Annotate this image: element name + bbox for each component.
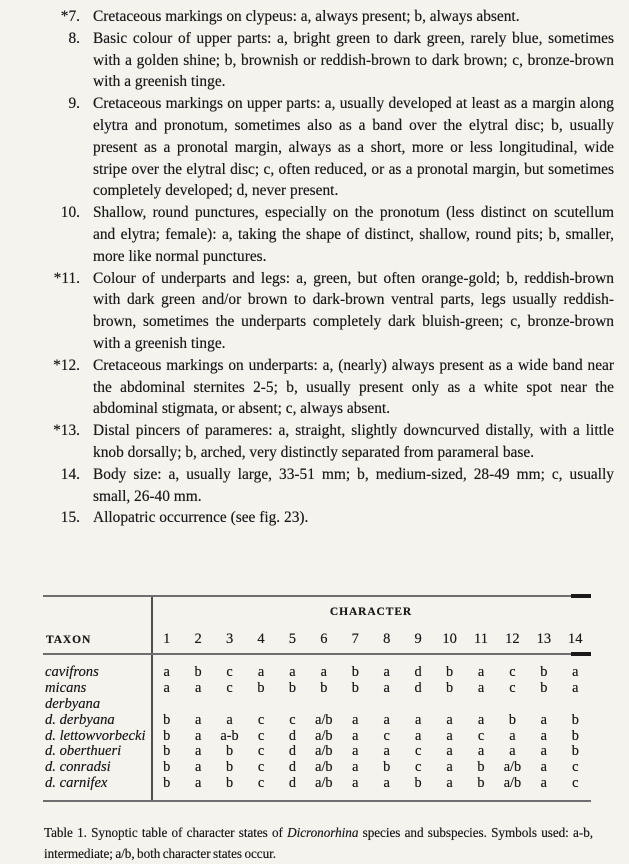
value-cell: b xyxy=(445,664,454,680)
value-cell: b xyxy=(351,679,359,696)
table-row xyxy=(43,713,591,729)
column-header: 3 xyxy=(225,631,234,647)
value-cell: b xyxy=(225,743,234,760)
column-header: 5 xyxy=(288,631,297,647)
value-cell: a xyxy=(477,711,485,728)
value-cell: a xyxy=(383,775,390,792)
character-list xyxy=(48,6,614,529)
value-cell: d xyxy=(288,759,296,776)
list-item-marker: *7. xyxy=(60,8,80,25)
value-cell: a xyxy=(540,711,548,728)
column-header: 8 xyxy=(383,631,391,647)
taxon-cell: d. conradsi xyxy=(45,759,111,776)
value-cell: a xyxy=(320,664,328,680)
value-cell: b xyxy=(288,679,296,696)
column-header: 2 xyxy=(194,631,202,647)
value-cell xyxy=(465,697,496,713)
value-cell: c xyxy=(226,664,233,680)
value-cell: c xyxy=(257,775,265,792)
value-cell: a xyxy=(477,743,485,760)
value-cell xyxy=(528,697,559,713)
value-cell xyxy=(560,697,591,713)
value-cell: a xyxy=(257,664,265,680)
value-cell: b xyxy=(225,775,234,792)
value-cell: a xyxy=(414,711,422,728)
taxon-cell: micans xyxy=(45,679,87,696)
value-cell: b xyxy=(508,711,516,728)
list-item-marker: 9. xyxy=(68,95,80,113)
value-cell: d xyxy=(414,664,422,680)
value-cell: a xyxy=(572,664,579,680)
value-cell xyxy=(402,697,433,713)
list-item-marker: 15. xyxy=(60,509,80,527)
column-header: 12 xyxy=(505,631,520,647)
table-row xyxy=(43,744,591,760)
caption-prefix: Table 1. Synoptic table of character states of xyxy=(44,825,288,841)
value-cell: b xyxy=(540,664,548,680)
list-item-text: Body size: a, usually large, 33-51 mm; b, medium-sized, 28-49 mm; c, usually small, 26-40 mm. xyxy=(93,465,614,505)
character-state-table xyxy=(43,595,591,802)
value-cell: a/b xyxy=(315,759,333,776)
value-cell: a-b xyxy=(220,727,239,744)
value-cell: a xyxy=(383,679,390,696)
column-header: 14 xyxy=(568,631,583,647)
list-item xyxy=(48,28,614,93)
value-cell: a xyxy=(446,775,453,792)
value-cell: b xyxy=(163,743,171,760)
value-cell: c xyxy=(414,759,422,776)
taxon-cell: cavifrons xyxy=(45,664,99,680)
column-header: 10 xyxy=(442,631,457,647)
value-cell xyxy=(371,697,402,713)
list-item-marker: *12. xyxy=(53,356,80,374)
table-row xyxy=(43,776,591,792)
value-cell: c xyxy=(257,711,265,728)
column-number-row xyxy=(151,631,591,648)
value-cell: b xyxy=(163,759,171,776)
table-header-taxon: TAXON xyxy=(46,634,92,646)
value-cell: c xyxy=(509,679,516,696)
value-cell: a xyxy=(163,664,170,680)
value-cell: c xyxy=(414,743,422,760)
table-header-character: CHARACTER xyxy=(329,606,413,618)
value-cell: a xyxy=(194,743,202,760)
list-item-marker: 10. xyxy=(60,204,80,222)
value-cell: b xyxy=(414,775,422,792)
value-cell: a xyxy=(414,727,422,744)
taxon-cell: d. lettowvorbecki xyxy=(45,727,146,744)
value-cell: a xyxy=(352,727,359,744)
table-row xyxy=(43,729,591,745)
value-cell: a xyxy=(194,711,202,728)
value-cell: c xyxy=(509,664,516,680)
table-header-rule xyxy=(43,653,591,655)
value-cell: b xyxy=(163,727,171,744)
value-cell: a/b xyxy=(315,775,333,792)
value-cell: b xyxy=(571,743,579,760)
value-cell: a xyxy=(226,711,233,728)
value-cell: c xyxy=(572,759,579,776)
list-item-text: Cretaceous markings on clypeus: a, always present; b, always absent. xyxy=(93,8,520,25)
table-row xyxy=(43,760,591,776)
value-cell: c xyxy=(383,727,390,744)
table-row xyxy=(43,665,591,681)
value-cell: a xyxy=(540,759,548,776)
column-header: 9 xyxy=(414,631,422,647)
table-row xyxy=(43,697,591,713)
value-cell: a xyxy=(446,759,453,776)
column-header: 7 xyxy=(351,631,359,647)
value-cell: b xyxy=(257,679,265,696)
caption-suffix: species and subspecies. Symbols used: a-b, intermediate; a/b, both character states occur. xyxy=(44,825,593,861)
value-cell: c xyxy=(572,775,579,792)
value-cell: d xyxy=(288,727,296,744)
value-cell: a xyxy=(509,743,516,760)
value-cell: c xyxy=(257,759,265,776)
value-cell: a xyxy=(540,727,548,744)
value-cell: b xyxy=(571,711,579,728)
value-cell: a xyxy=(383,711,390,728)
value-cell xyxy=(182,697,213,713)
value-cell: a xyxy=(477,664,485,680)
list-item-text: Basic colour of upper parts: a, bright green to dark green, rarely blue, sometimes with a golden shine; b, brownish or reddish-brown to dark brown; c, bronze-brown with a greenish tinge. xyxy=(93,29,614,91)
value-cell: b xyxy=(194,664,202,680)
value-cell: a xyxy=(352,759,359,776)
value-cell: d xyxy=(414,679,422,696)
list-item xyxy=(48,93,614,202)
value-cell: a xyxy=(194,727,202,744)
value-cell: b xyxy=(351,664,359,680)
value-cell: b xyxy=(163,775,171,792)
list-item-text: Cretaceous markings on upper parts: a, usually developed at least as a margin along elytra and pronotum, sometimes also as a band over the elytral disc; b, usually present as a pronotal margin, always as a short, more or less longitudinal, wide stripe over the elytral disc; c, often reduced, or as a pronotal margin, but sometimes completely developed; d, never present. xyxy=(93,95,614,200)
list-item-marker: 8. xyxy=(68,29,80,47)
value-cell xyxy=(497,697,528,713)
list-item xyxy=(48,6,614,28)
value-cell: a xyxy=(446,727,453,744)
value-cell: c xyxy=(257,743,265,760)
table-bottom-rule xyxy=(43,800,591,802)
table-body xyxy=(43,655,591,800)
value-cell: a xyxy=(477,679,485,696)
value-cell: b xyxy=(163,711,171,728)
value-cell: a/b xyxy=(315,743,333,760)
value-cell xyxy=(340,697,371,713)
value-cell xyxy=(245,697,276,713)
table-inner xyxy=(43,597,591,800)
value-cell: a xyxy=(446,743,453,760)
value-cell: a/b xyxy=(315,711,333,728)
list-item-marker: *11. xyxy=(53,269,80,287)
value-cell: a xyxy=(446,711,453,728)
value-cell: a xyxy=(352,711,359,728)
value-cell: b xyxy=(571,727,579,744)
value-cell: b xyxy=(320,679,328,696)
caption-genus-name: Dicronorhina xyxy=(287,825,359,841)
value-cell: b xyxy=(383,759,391,776)
list-item xyxy=(48,420,614,464)
value-cell: a xyxy=(540,775,548,792)
value-cell: b xyxy=(477,759,485,776)
value-cell: d xyxy=(288,743,296,760)
value-cell: a xyxy=(540,743,548,760)
value-cell: a xyxy=(352,743,359,760)
value-cell xyxy=(214,697,245,713)
taxon-cell: derbyana xyxy=(45,695,101,712)
value-cell: b xyxy=(225,759,234,776)
column-header: 1 xyxy=(163,631,171,647)
list-item-marker: *13. xyxy=(53,422,80,440)
list-item xyxy=(48,202,614,267)
list-item xyxy=(48,464,614,508)
list-item xyxy=(48,355,614,420)
value-cell: a xyxy=(383,743,390,760)
value-cell: a xyxy=(194,775,202,792)
value-cell: a/b xyxy=(315,727,333,744)
list-item xyxy=(48,268,614,355)
list-item xyxy=(48,507,614,529)
taxon-cell: d. carnifex xyxy=(45,775,108,792)
value-cell: b xyxy=(540,679,548,696)
value-cell: c xyxy=(477,727,485,744)
value-cell xyxy=(434,697,465,713)
list-item-marker: 14. xyxy=(60,465,80,483)
value-cell xyxy=(308,697,339,713)
value-cell: a xyxy=(572,679,579,696)
value-cell: b xyxy=(477,775,485,792)
list-item-text: Cretaceous markings on underparts: a, (nearly) always present as a wide band near the abdominal sternites 2-5; b, usually present only as a white spot near the abdominal stigmata, or absent; c, always absent. xyxy=(93,356,614,418)
value-cell: d xyxy=(288,775,296,792)
value-cell: a xyxy=(289,664,296,680)
value-cell: a xyxy=(163,679,170,696)
list-item-text: Allopatric occurrence (see fig. 23). xyxy=(93,509,309,527)
value-cell: a xyxy=(509,727,516,744)
value-cell: a xyxy=(194,679,202,696)
column-header: 6 xyxy=(320,631,328,647)
column-header: 11 xyxy=(474,631,488,647)
value-cell: a/b xyxy=(503,775,522,792)
value-cell: a xyxy=(194,759,202,776)
list-item-text: Distal pincers of parameres: a, straight, slightly downcurved distally, with a little knob dorsally; b, arched, very distinctly separated from parameral base. xyxy=(93,422,614,461)
value-cell xyxy=(277,697,308,713)
list-item-text: Shallow, round punctures, especially on the pronotum (less distinct on scutellum and elytra; female): a, taking the shape of distinct, shallow, round pits; b, smaller, more like normal punctures. xyxy=(93,204,614,265)
value-cell: a xyxy=(383,664,390,680)
column-header: 13 xyxy=(536,631,552,647)
list-item-text: Colour of underparts and legs: a, green, but often orange-gold; b, reddish-brown with dark green and/or brown to dark-brown ventral parts, legs usually reddish-brown, sometimes the underparts completely dark bluish-green; c, bronze-brown with a greenish tinge. xyxy=(93,269,614,352)
value-cell xyxy=(151,697,182,713)
table-header xyxy=(43,597,591,653)
value-cell: c xyxy=(226,679,233,696)
taxon-cell: d. derbyana xyxy=(45,711,115,728)
taxon-cell: d. oberthueri xyxy=(45,743,122,760)
value-cell: b xyxy=(445,679,454,696)
value-cell: c xyxy=(257,727,265,744)
value-cell: c xyxy=(289,711,296,728)
value-cell: a/b xyxy=(503,759,522,776)
column-header: 4 xyxy=(257,631,265,647)
table-row xyxy=(43,681,591,697)
value-cell: a xyxy=(352,775,359,792)
